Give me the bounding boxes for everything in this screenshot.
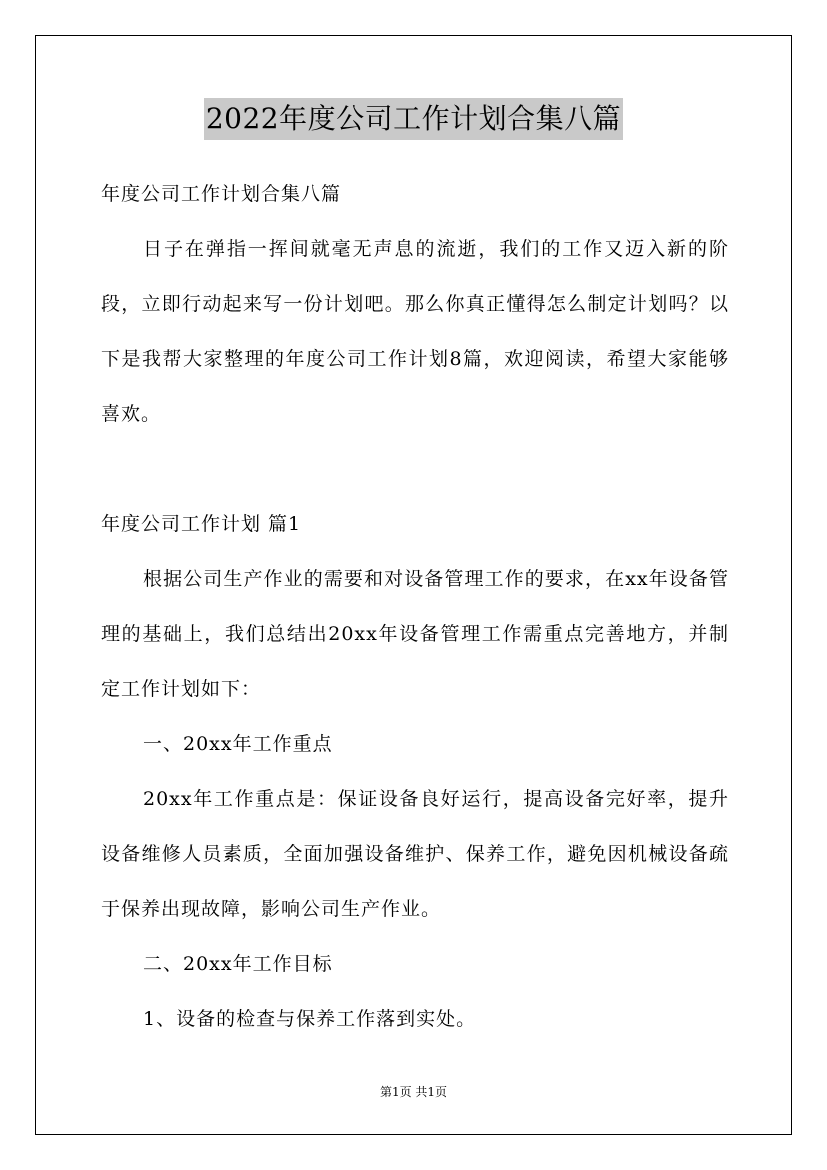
page-footer: 第1页 共1页 xyxy=(379,1085,448,1099)
document-title: 2022年度公司工作计划合集八篇 xyxy=(204,98,623,140)
paragraph-body: 根据公司生产作业的需要和对设备管理工作的要求，在xx年设备管理的基础上，我们总结出20xx年设备管理工作需重点完善地方，并制定工作计划如下： xyxy=(101,568,729,700)
paragraph-subtitle: 年度公司工作计划合集八篇 xyxy=(101,183,342,205)
paragraph-intro: 日子在弹指一挥间就毫无声息的流逝，我们的工作又迈入新的阶段，立即行动起来写一份计划吧。那么你真正懂得怎么制定计划吗？以下是我帮大家整理的年度公司工作计划8篇，欢迎阅读，希望大家能够喜欢。 xyxy=(101,238,729,425)
paragraph-body: 20xx年工作重点是：保证设备良好运行，提高设备完好率，提升设备维修人员素质，全面加强设备维护、保养工作，避免因机械设备疏于保养出现故障，影响公司生产作业。 xyxy=(101,788,729,920)
spacer xyxy=(101,442,729,497)
document-body xyxy=(101,167,729,1047)
section-heading-goals: 二、20xx年工作目标 xyxy=(143,953,333,975)
section-heading-1: 年度公司工作计划 篇1 xyxy=(101,513,302,535)
section-heading-focus: 一、20xx年工作重点 xyxy=(143,733,333,755)
list-item: 1、设备的检查与保养工作落到实处。 xyxy=(143,1008,477,1030)
title-container xyxy=(0,98,827,140)
